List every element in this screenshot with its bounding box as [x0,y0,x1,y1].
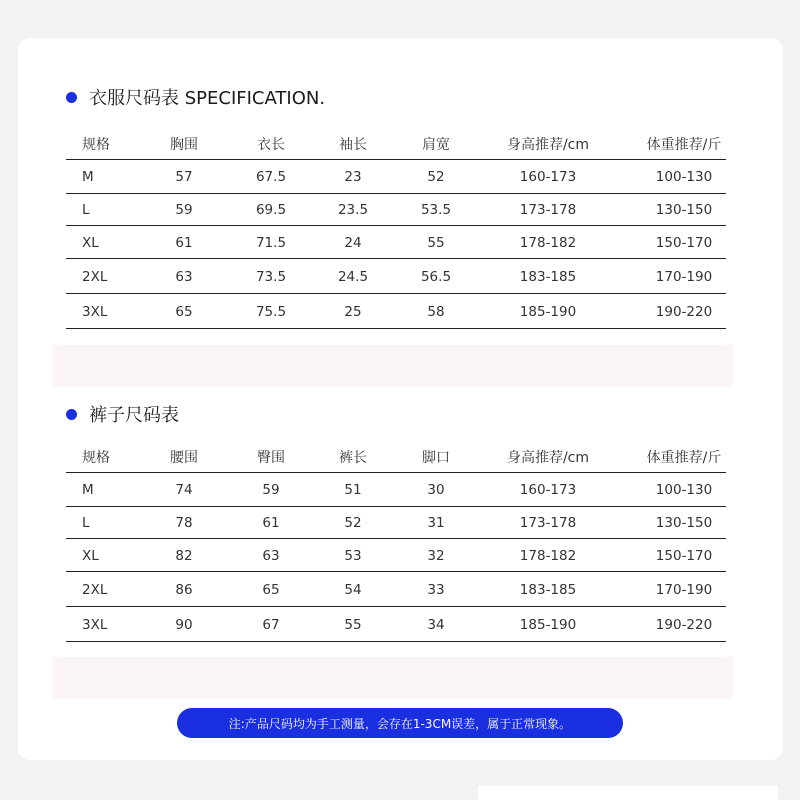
table-cell: 30 [427,482,445,498]
table-row [66,259,726,294]
table-cell: 34 [427,616,445,633]
table-cell: 65 [175,303,193,320]
table-cell: 61 [175,234,193,251]
table-cell: 170-190 [655,581,713,598]
table-row [66,194,726,226]
table-row [66,473,726,507]
bullet-dot-icon [66,92,77,103]
row-divider [66,328,726,329]
table-row [66,294,726,329]
shirt-table-footer-shade [52,345,733,387]
table-cell: 130-150 [655,515,713,531]
table-cell: 3XL [82,616,108,633]
table-row [66,607,726,642]
table-cell: 170-190 [655,268,713,285]
table-cell: L [82,202,90,218]
table-cell: 2XL [82,581,108,598]
shirt-title-text: 衣服尺码表 SPECIFICATION. [89,88,326,109]
table-cell: 90 [175,616,193,633]
row-divider [66,641,726,642]
table-cell: L [82,515,90,531]
pants-section-title [66,401,179,427]
column-header: 规格 [82,450,110,466]
table-cell: 69.5 [255,202,287,218]
pants-size-table [66,441,726,642]
table-cell: 185-190 [519,303,577,320]
table-cell: 185-190 [519,616,577,633]
table-cell: 63 [262,547,280,564]
table-cell: 150-170 [655,234,713,251]
table-cell: 24 [344,234,362,251]
table-cell: 100-130 [655,482,713,498]
table-header-row [66,441,726,473]
table-cell: 150-170 [655,547,713,564]
table-cell: 52 [344,515,362,531]
table-cell: 31 [427,515,445,531]
table-cell: 178-182 [519,547,577,564]
table-cell: 33 [427,581,445,598]
table-cell: 2XL [82,268,108,285]
column-header: 规格 [82,137,110,153]
shirt-section-title [66,84,325,110]
table-cell: 190-220 [655,616,713,633]
table-cell: 74 [175,482,193,498]
table-cell: 78 [175,515,193,531]
table-cell: 58 [427,303,445,320]
table-row [66,226,726,259]
table-cell: 173-178 [519,202,577,218]
table-cell: 71.5 [255,234,287,251]
column-header: 胸围 [170,137,198,153]
table-cell: 75.5 [255,303,287,320]
table-cell: 51 [344,482,362,498]
table-cell: 52 [427,169,445,185]
table-cell: 56.5 [420,268,452,285]
table-cell: 173-178 [519,515,577,531]
bullet-dot-icon [66,409,77,420]
measurement-note: 注:产品尺码均为手工测量，会存在1-3CM误差，属于正常现象。 [177,708,623,738]
column-header: 脚口 [422,450,450,466]
bottom-corner-panel [478,786,778,800]
table-row [66,160,726,194]
table-cell: 25 [344,303,362,320]
table-cell: 65 [262,581,280,598]
column-header: 身高推荐/cm [506,137,590,153]
table-cell: 53.5 [420,202,452,218]
table-cell: 53 [344,547,362,564]
table-cell: 73.5 [255,268,287,285]
column-header: 肩宽 [422,137,450,153]
column-header: 衣长 [257,137,285,153]
table-cell: 67 [262,616,280,633]
table-cell: 55 [427,234,445,251]
table-cell: 24.5 [337,268,369,285]
table-cell: 100-130 [655,169,713,185]
shirt-size-table [66,128,726,329]
table-row [66,507,726,539]
column-header: 腰围 [170,450,198,466]
table-cell: 63 [175,268,193,285]
table-cell: 130-150 [655,202,713,218]
table-cell: 183-185 [519,581,577,598]
table-cell: 82 [175,547,193,564]
column-header: 裤长 [339,450,367,466]
table-cell: M [82,482,94,498]
table-cell: 160-173 [519,482,577,498]
table-cell: 55 [344,616,362,633]
table-cell: 23 [344,169,362,185]
table-cell: 67.5 [255,169,287,185]
table-cell: 61 [262,515,280,531]
table-row [66,572,726,607]
table-cell: 32 [427,547,445,564]
table-cell: 160-173 [519,169,577,185]
table-cell: 3XL [82,303,108,320]
table-cell: 59 [175,202,193,218]
table-row [66,539,726,572]
table-cell: 23.5 [337,202,369,218]
table-cell: XL [82,234,99,251]
pants-table-footer-shade [52,657,733,699]
table-cell: 183-185 [519,268,577,285]
table-cell: XL [82,547,99,564]
pants-title-text: 裤子尺码表 [89,405,179,426]
table-cell: M [82,169,94,185]
column-header: 体重推荐/斤 [646,450,722,466]
column-header: 身高推荐/cm [506,450,590,466]
column-header: 臀围 [257,450,285,466]
column-header: 袖长 [339,137,367,153]
table-cell: 59 [262,482,280,498]
table-cell: 54 [344,581,362,598]
table-header-row [66,128,726,160]
table-cell: 178-182 [519,234,577,251]
table-cell: 190-220 [655,303,713,320]
table-cell: 86 [175,581,193,598]
table-cell: 57 [175,169,193,185]
column-header: 体重推荐/斤 [646,137,722,153]
